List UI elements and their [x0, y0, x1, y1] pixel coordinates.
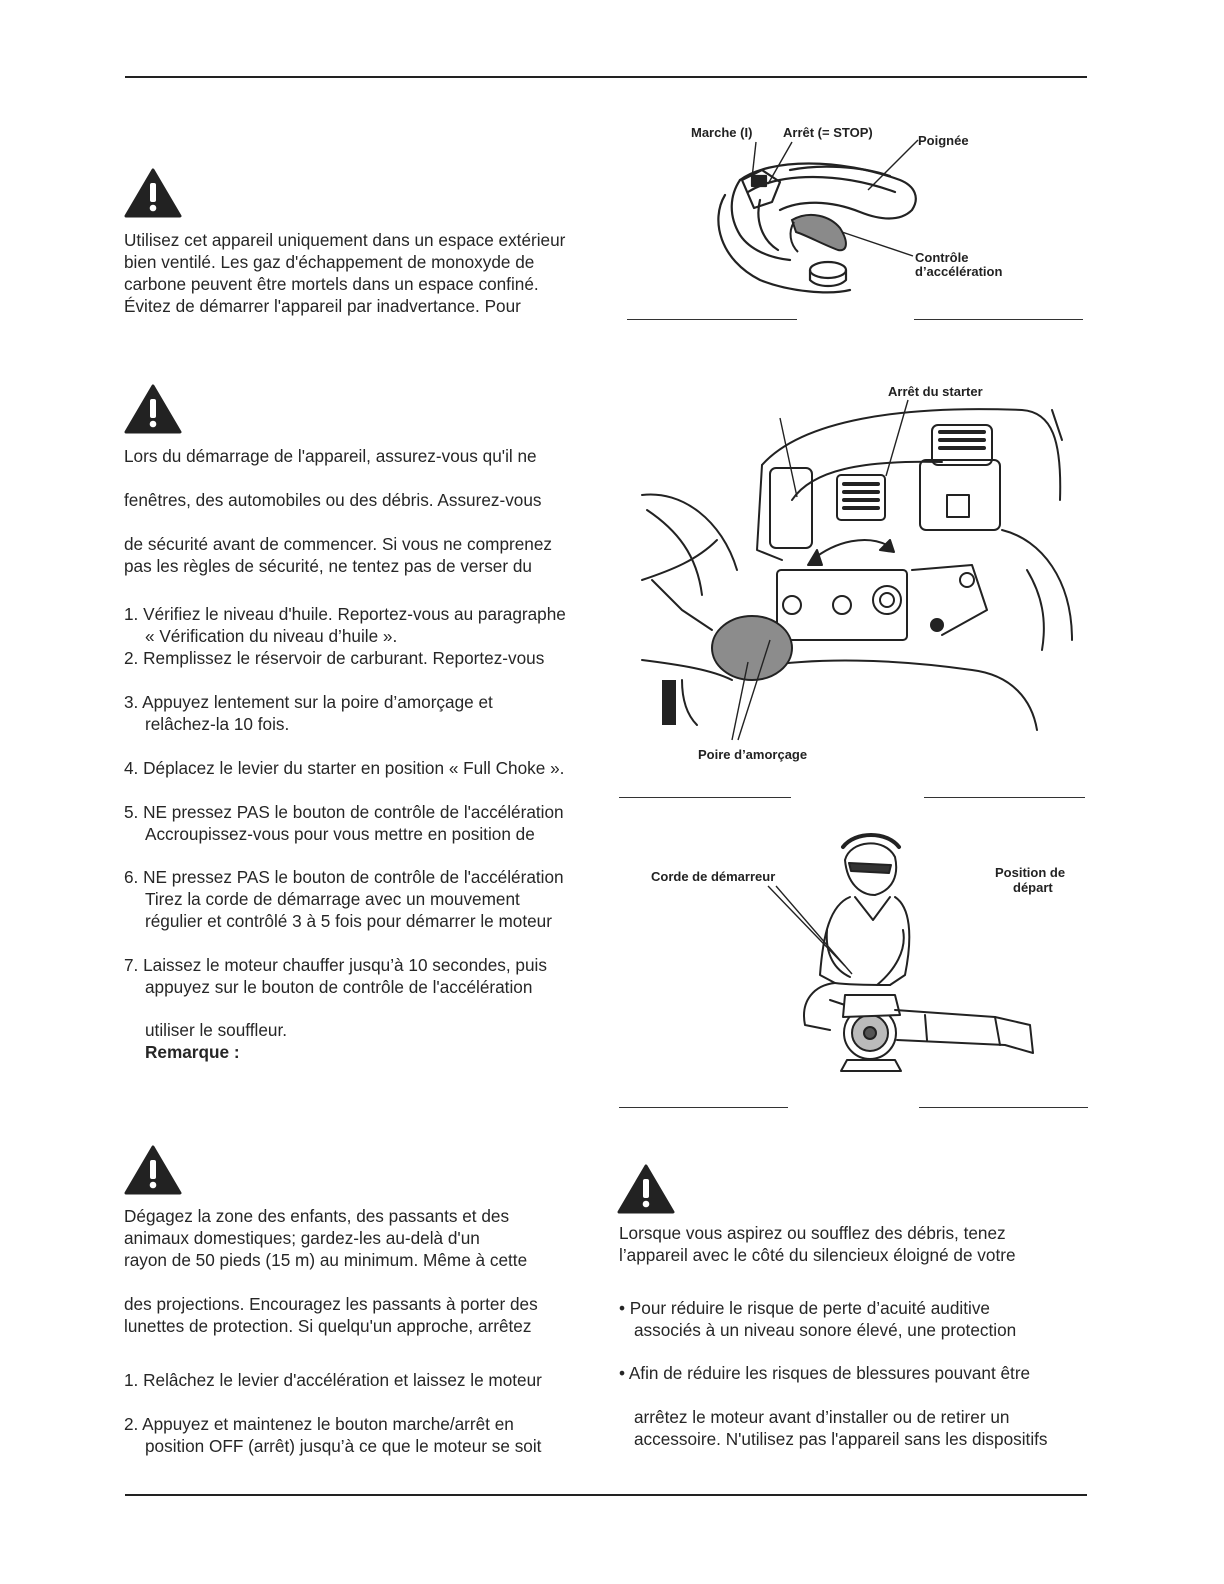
fig3-caption-rule-left — [619, 1107, 788, 1108]
s2-line-1: Lors du démarrage de l'appareil, assurez-vous qu'il ne — [124, 446, 537, 466]
arret-label: Arrêt (= STOP) — [783, 125, 873, 140]
step-6: 6. NE pressez PAS le bouton de contrôle de l'accélération — [124, 867, 564, 887]
position-label-1: Position de — [995, 865, 1066, 880]
step-3: 3. Appuyez lentement sur la poire d’amorçage et — [124, 692, 493, 712]
s4-bullet-2-cont-2: accessoire. N'utilisez pas l'appareil sans les dispositifs — [634, 1429, 1048, 1449]
step-7: 7. Laissez le moteur chauffer jusqu’à 10 secondes, puis — [124, 955, 547, 975]
s1-line-2: bien ventilé. Les gaz d'échappement de monoxyde de — [124, 252, 535, 272]
note-label: Remarque : — [145, 1042, 240, 1062]
poignee-label: Poignée — [918, 133, 969, 148]
warning-icon — [617, 1164, 675, 1214]
position-label-2: départ — [1013, 880, 1053, 895]
s4-bullet-2-cont-1: arrêtez le moteur avant d’installer ou de retirer un — [634, 1407, 1010, 1427]
s3-line-4: des projections. Encouragez les passants à porter des — [124, 1294, 538, 1314]
step-7-cont-2: utiliser le souffleur. — [145, 1020, 288, 1040]
step-6-cont-2: régulier et contrôlé 3 à 5 fois pour démarrer le moteur — [145, 911, 552, 931]
controle-label-2: d’accélération — [915, 264, 1003, 279]
corde-label: Corde de démarreur — [651, 869, 776, 884]
s1-line-3: carbone peuvent être mortels dans un espace confiné. — [124, 274, 539, 294]
s3-step-1: 1. Relâchez le levier d'accélération et laissez le moteur — [124, 1370, 542, 1390]
step-7-cont-1: appuyez sur le bouton de contrôle de l'accélération — [145, 977, 533, 997]
step-4: 4. Déplacez le levier du starter en position « Full Choke ». — [124, 758, 565, 778]
marche-label: Marche (I) — [691, 125, 753, 140]
s2-line-2: fenêtres, des automobiles ou des débris. Assurez-vous — [124, 490, 542, 510]
s4-bullet-2: • Afin de réduire les risques de blessures pouvant être — [619, 1363, 1031, 1383]
s4-line-1: Lorsque vous aspirez ou soufflez des débris, tenez — [619, 1223, 1006, 1243]
starter-label: Arrêt du starter — [888, 384, 983, 399]
step-1: 1. Vérifiez le niveau d'huile. Reportez-vous au paragraphe — [124, 604, 566, 624]
s3-step-2: 2. Appuyez et maintenez le bouton marche/arrêt en — [124, 1414, 514, 1434]
s3-line-5: lunettes de protection. Si quelqu'un approche, arrêtez — [124, 1316, 532, 1336]
s4-bullet-1-cont: associés à un niveau sonore élevé, une protection — [634, 1320, 1017, 1340]
fig3-caption-rule-right — [919, 1107, 1088, 1108]
s3-line-2: animaux domestiques; gardez-les au-delà d'un — [124, 1228, 480, 1248]
s3-line-1: Dégagez la zone des enfants, des passants et des — [124, 1206, 510, 1226]
s1-line-1: Utilisez cet appareil uniquement dans un espace extérieur — [124, 230, 566, 250]
s2-line-4: pas les règles de sécurité, ne tentez pas de verser du — [124, 556, 532, 576]
poire-label: Poire d’amorçage — [698, 747, 808, 762]
step-2: 2. Remplissez le réservoir de carburant. Reportez-vous — [124, 648, 545, 668]
controle-label-1: Contrôle — [915, 250, 969, 265]
step-5: 5. NE pressez PAS le bouton de contrôle de l'accélération — [124, 802, 564, 822]
step-3-cont: relâchez-la 10 fois. — [145, 714, 290, 734]
s3-step-2-cont: position OFF (arrêt) jusqu’à ce que le moteur se soit — [145, 1436, 542, 1456]
bottom-rule — [125, 1494, 1087, 1496]
s3-line-3: rayon de 50 pieds (15 m) au minimum. Même à cette — [124, 1250, 528, 1270]
s2-line-3: de sécurité avant de commencer. Si vous ne comprenez — [124, 534, 552, 554]
s4-line-2: l’appareil avec le côté du silencieux éloigné de votre — [619, 1245, 1016, 1265]
step-5-cont: Accroupissez-vous pour vous mettre en position de — [145, 824, 535, 844]
step-1-cont: « Vérification du niveau d’huile ». — [145, 626, 398, 646]
step-6-cont-1: Tirez la corde de démarrage avec un mouvement — [145, 889, 520, 909]
warning-icon — [124, 1145, 182, 1195]
s4-bullet-1: • Pour réduire le risque de perte d’acuité auditive — [619, 1298, 990, 1318]
s1-line-4: Évitez de démarrer l'appareil par inadvertance. Pour — [124, 296, 521, 316]
